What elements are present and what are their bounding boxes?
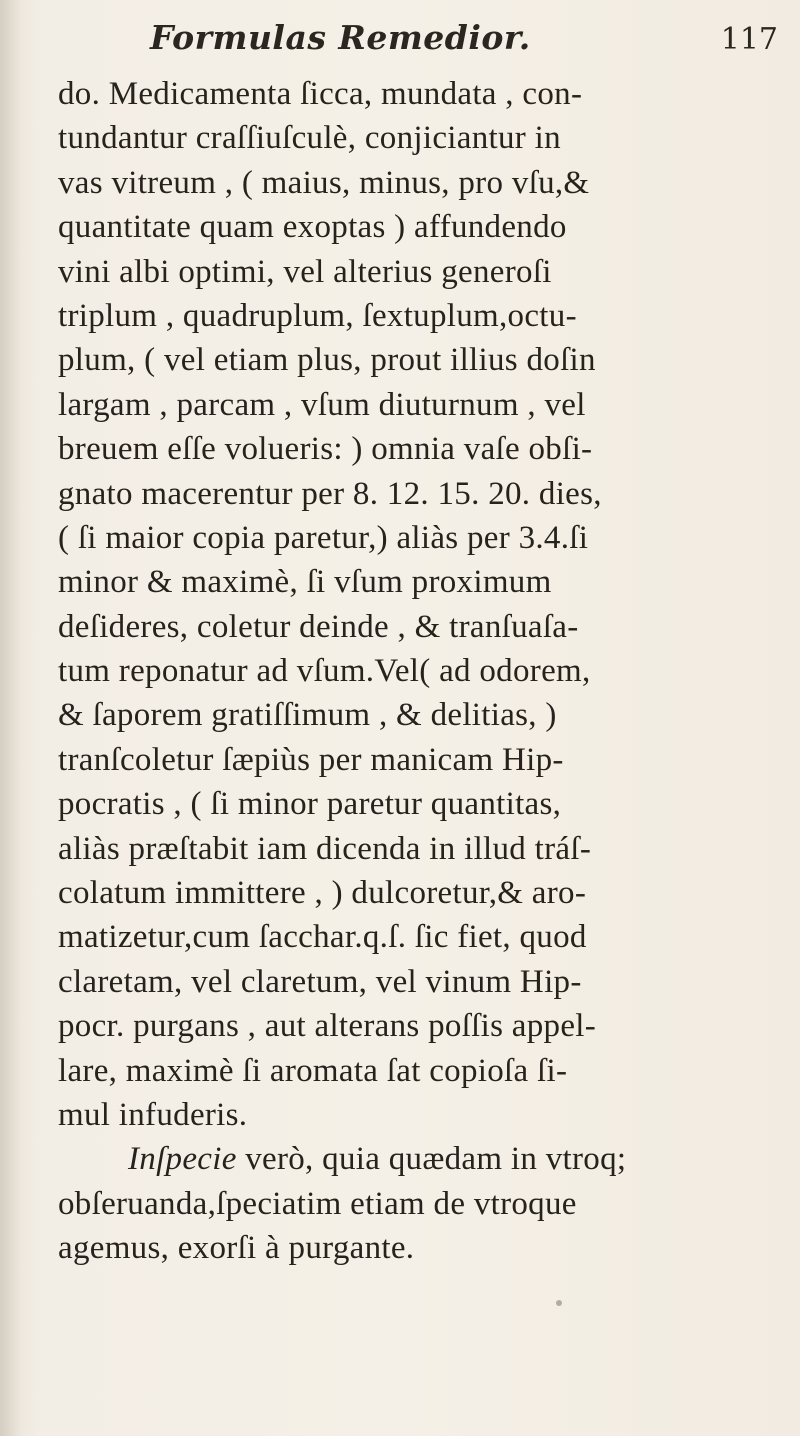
text-line: mul infuderis. (58, 1096, 248, 1133)
text-line: tum reponatur ad vſum.Vel( ad odorem, (58, 653, 591, 690)
text-line: vas vitreum , ( maius, minus, pro vſu,& (58, 164, 590, 201)
text-line: obſeruanda,ſpeciatim etiam de vtroque (58, 1185, 577, 1222)
text-line: colatum immittere , ) dulcoretur,& aro- (58, 875, 587, 912)
text-line: quantitate quam exoptas ) affundendo (58, 209, 567, 246)
main-text (58, 72, 798, 1271)
text-line: minor & maximè, ſi vſum proximum (58, 564, 552, 601)
text-line: gnato macerentur per 8. 12. 15. 20. dies, (58, 475, 602, 512)
running-head (150, 18, 790, 66)
text-line: largam , parcam , vſum diuturnum , vel (58, 386, 586, 423)
text-line: agemus, exorſi à purgante. (58, 1230, 415, 1267)
text-line: pocratis , ( ſi minor paretur quantitas, (58, 786, 562, 823)
paragraph2-line1 (58, 1137, 798, 1181)
text-line: tranſcoletur ſæpiùs per manicam Hip- (58, 741, 564, 778)
text-line: & ſaporem gratiſſimum , & delitias, ) (58, 697, 557, 734)
text-line: breuem eſſe volueris: ) omnia vaſe obſi- (58, 431, 593, 468)
page-number: 117 (720, 22, 778, 57)
italic-heading-word: Inſpecie (128, 1141, 237, 1178)
text-line: claretam, vel claretum, vel vinum Hip- (58, 963, 582, 1000)
paragraph2-line1-rest: verò, quia quædam in vtroq; (236, 1141, 627, 1178)
running-title: Formulas Remedior. (150, 18, 531, 57)
text-line: triplum , quadruplum, ſextuplum,octu- (58, 297, 577, 334)
text-line: deſideres, coletur deinde , & tranſuaſa- (58, 608, 579, 645)
text-line: pocr. purgans , aut alterans poſſis appel- (58, 1008, 597, 1045)
text-line: matizetur,cum ſacchar.q.ſ. ſic fiet, quod (58, 919, 587, 956)
gutter-shadow (0, 0, 22, 1436)
text-line: lare, maximè ſi aromata ſat copioſa ſi- (58, 1052, 568, 1089)
text-line: ( ſi maior copia paretur,) aliàs per 3.4.ſi (58, 519, 589, 556)
text-line: plum, ( vel etiam plus, prout illius doſin (58, 342, 596, 379)
text-line: do. Medicamenta ſicca, mundata , con- (58, 76, 583, 112)
text-line: tundantur craſſiuſculè, conjiciantur in (58, 120, 561, 157)
text-line: aliàs præſtabit iam dicenda in illud tráſ- (58, 830, 592, 867)
ink-speck (556, 1300, 562, 1306)
text-line: vini albi optimi, vel alterius generoſi (58, 253, 552, 290)
